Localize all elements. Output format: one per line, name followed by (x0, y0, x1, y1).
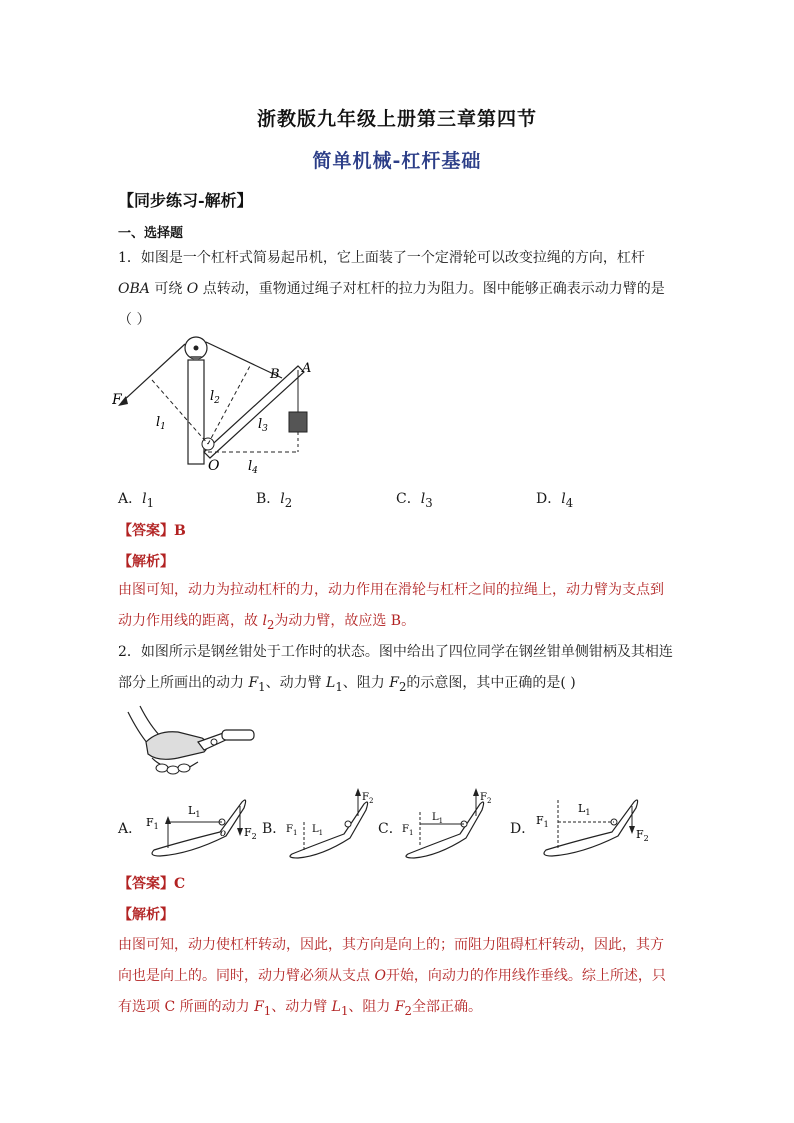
q1-line1: 1．如图是一个杠杆式简易起吊机，它上面装了一个定滑轮可以改变拉绳的方向，杠杆 (118, 250, 645, 266)
finger-1 (156, 764, 168, 772)
q2-option-d-diagram[interactable] (532, 790, 662, 862)
q1-analysis-label: 【解析】 (118, 554, 174, 570)
q1-text (118, 243, 678, 336)
q1-line2-d: 点转动，重物通过绳子对杠杆的拉力为阻力。图中能够正确表示动力臂的是 (198, 281, 665, 297)
q1-var-oba: OBA (118, 281, 150, 297)
d-f1-label: $F_1$ (536, 814, 549, 829)
c-l1-label: $L_1$ (432, 812, 444, 825)
q2-analysis-line2: 向也是向上的。同时，动力臂必须从支点 O开始，向动力的作用线作垂线。综上所述，只 (118, 968, 666, 984)
b-f1-label: $F_1$ (286, 824, 298, 837)
q1-analysis (118, 575, 678, 641)
plier-handle (406, 802, 484, 858)
a-o-label: o (220, 828, 227, 839)
label-b: B (270, 367, 280, 382)
q2-analysis (118, 930, 678, 1027)
q1-line3: （ ） (118, 312, 151, 328)
rope-to-force (122, 344, 185, 402)
q2-option-c-diagram[interactable] (398, 786, 498, 862)
q2-answer: 【答案】C (118, 876, 186, 892)
q1-answer: 【答案】B (118, 523, 186, 539)
q2-line1: 2．如图所示是钢丝钳处于工作时的状态。图中给出了四位同学在钢丝钳单侧钳柄及其相连 (118, 644, 673, 660)
force-f1-arrow (165, 816, 171, 824)
q2-analysis-line1: 由图可知，动力使杠杆转动，因此，其方向是向上的；而阻力阻碍杠杆转动，因此，其方 (118, 937, 664, 953)
q1-option-a[interactable]: A．$l_1$ (118, 491, 155, 510)
q2-option-c-label[interactable]: C． (378, 821, 403, 837)
q2-option-b-diagram[interactable] (282, 786, 382, 862)
q1-line2 (118, 274, 678, 305)
q2-text (118, 637, 678, 703)
wire-rod (222, 730, 254, 740)
sleeve-line (128, 712, 148, 744)
a-f2-label: $F_2$ (244, 826, 257, 841)
q2-option-b-label[interactable]: B． (262, 821, 287, 837)
plier-handle (290, 802, 368, 858)
q2-option-d-label[interactable]: D． (510, 821, 536, 837)
q1-analysis-line1: 由图可知，动力为拉动杠杆的力，动力作用在滑轮与杠杆之间的拉绳上，动力臂为支点到 (118, 582, 664, 598)
force-f2-arrow (355, 788, 361, 796)
pulley-axle (194, 346, 199, 351)
q1-var-o: O (186, 281, 199, 297)
force-f2-arrow (237, 828, 243, 836)
q2-hand-pliers-figure (118, 702, 258, 782)
q1-line2-b: 可绕 (149, 281, 187, 297)
finger-3 (178, 764, 190, 772)
q1-option-d[interactable]: D．$l_4$ (536, 491, 574, 510)
b-f2-label: $F_2$ (362, 792, 374, 805)
q1-analysis-line2: 动力作用线的距离，故 $l_2$为动力臂，故应选 B。 (118, 613, 416, 632)
force-f2-arrow (629, 826, 635, 834)
crane-post (188, 360, 204, 464)
q2-analysis-label: 【解析】 (118, 907, 174, 923)
d-f2-label: $F_2$ (636, 828, 649, 843)
b-l1-label: $L_1$ (312, 824, 324, 837)
d-l1-label: $L_1$ (578, 802, 591, 817)
weight-block (289, 412, 307, 432)
sleeve-line-2 (140, 706, 162, 738)
q2-analysis-line3: 有选项 C 所画的动力 $F_1$、动力臂 $L_1$、阻力 $F_2$全部正确。 (118, 999, 482, 1018)
q2-option-a-diagram[interactable] (140, 792, 260, 862)
label-l3: $l_3$ (258, 417, 268, 434)
label-a: A (302, 361, 312, 376)
plier-handle (152, 800, 246, 856)
q2-line2: 部分上所画出的动力 $F_1$、动力臂 $L_1$、阻力 $F_2$的示意图，其中正确的是( ) (118, 675, 576, 694)
a-l1-label: $L_1$ (188, 804, 201, 819)
q1-option-c[interactable]: C．$l_3$ (396, 491, 433, 510)
label-o: O (208, 458, 220, 474)
document-title: 浙教版九年级上册第三章第四节 (256, 108, 537, 130)
c-f1-label: $F_1$ (402, 824, 414, 837)
q2-option-a-label[interactable]: A． (118, 821, 143, 837)
a-f1-label: $F_1$ (146, 816, 159, 831)
label-l2: $l_2$ (210, 389, 220, 406)
hand (146, 732, 208, 760)
pivot-icon (345, 821, 351, 827)
label-f: F (112, 392, 122, 408)
label-l1: $l_1$ (156, 415, 166, 432)
document-subtitle: 简单机械-杠杆基础 (312, 150, 482, 172)
section-heading: 【同步练习-解析】 (118, 191, 253, 210)
subsection-heading: 一、选择题 (118, 226, 184, 241)
q1-crane-figure (112, 330, 332, 480)
q1-option-b[interactable]: B．$l_2$ (256, 491, 293, 510)
plier-pivot (211, 739, 217, 745)
force-f2-arrow (473, 788, 479, 796)
label-l4: $l_4$ (248, 459, 258, 476)
c-f2-label: $F_2$ (480, 792, 492, 805)
finger-2 (167, 766, 179, 774)
